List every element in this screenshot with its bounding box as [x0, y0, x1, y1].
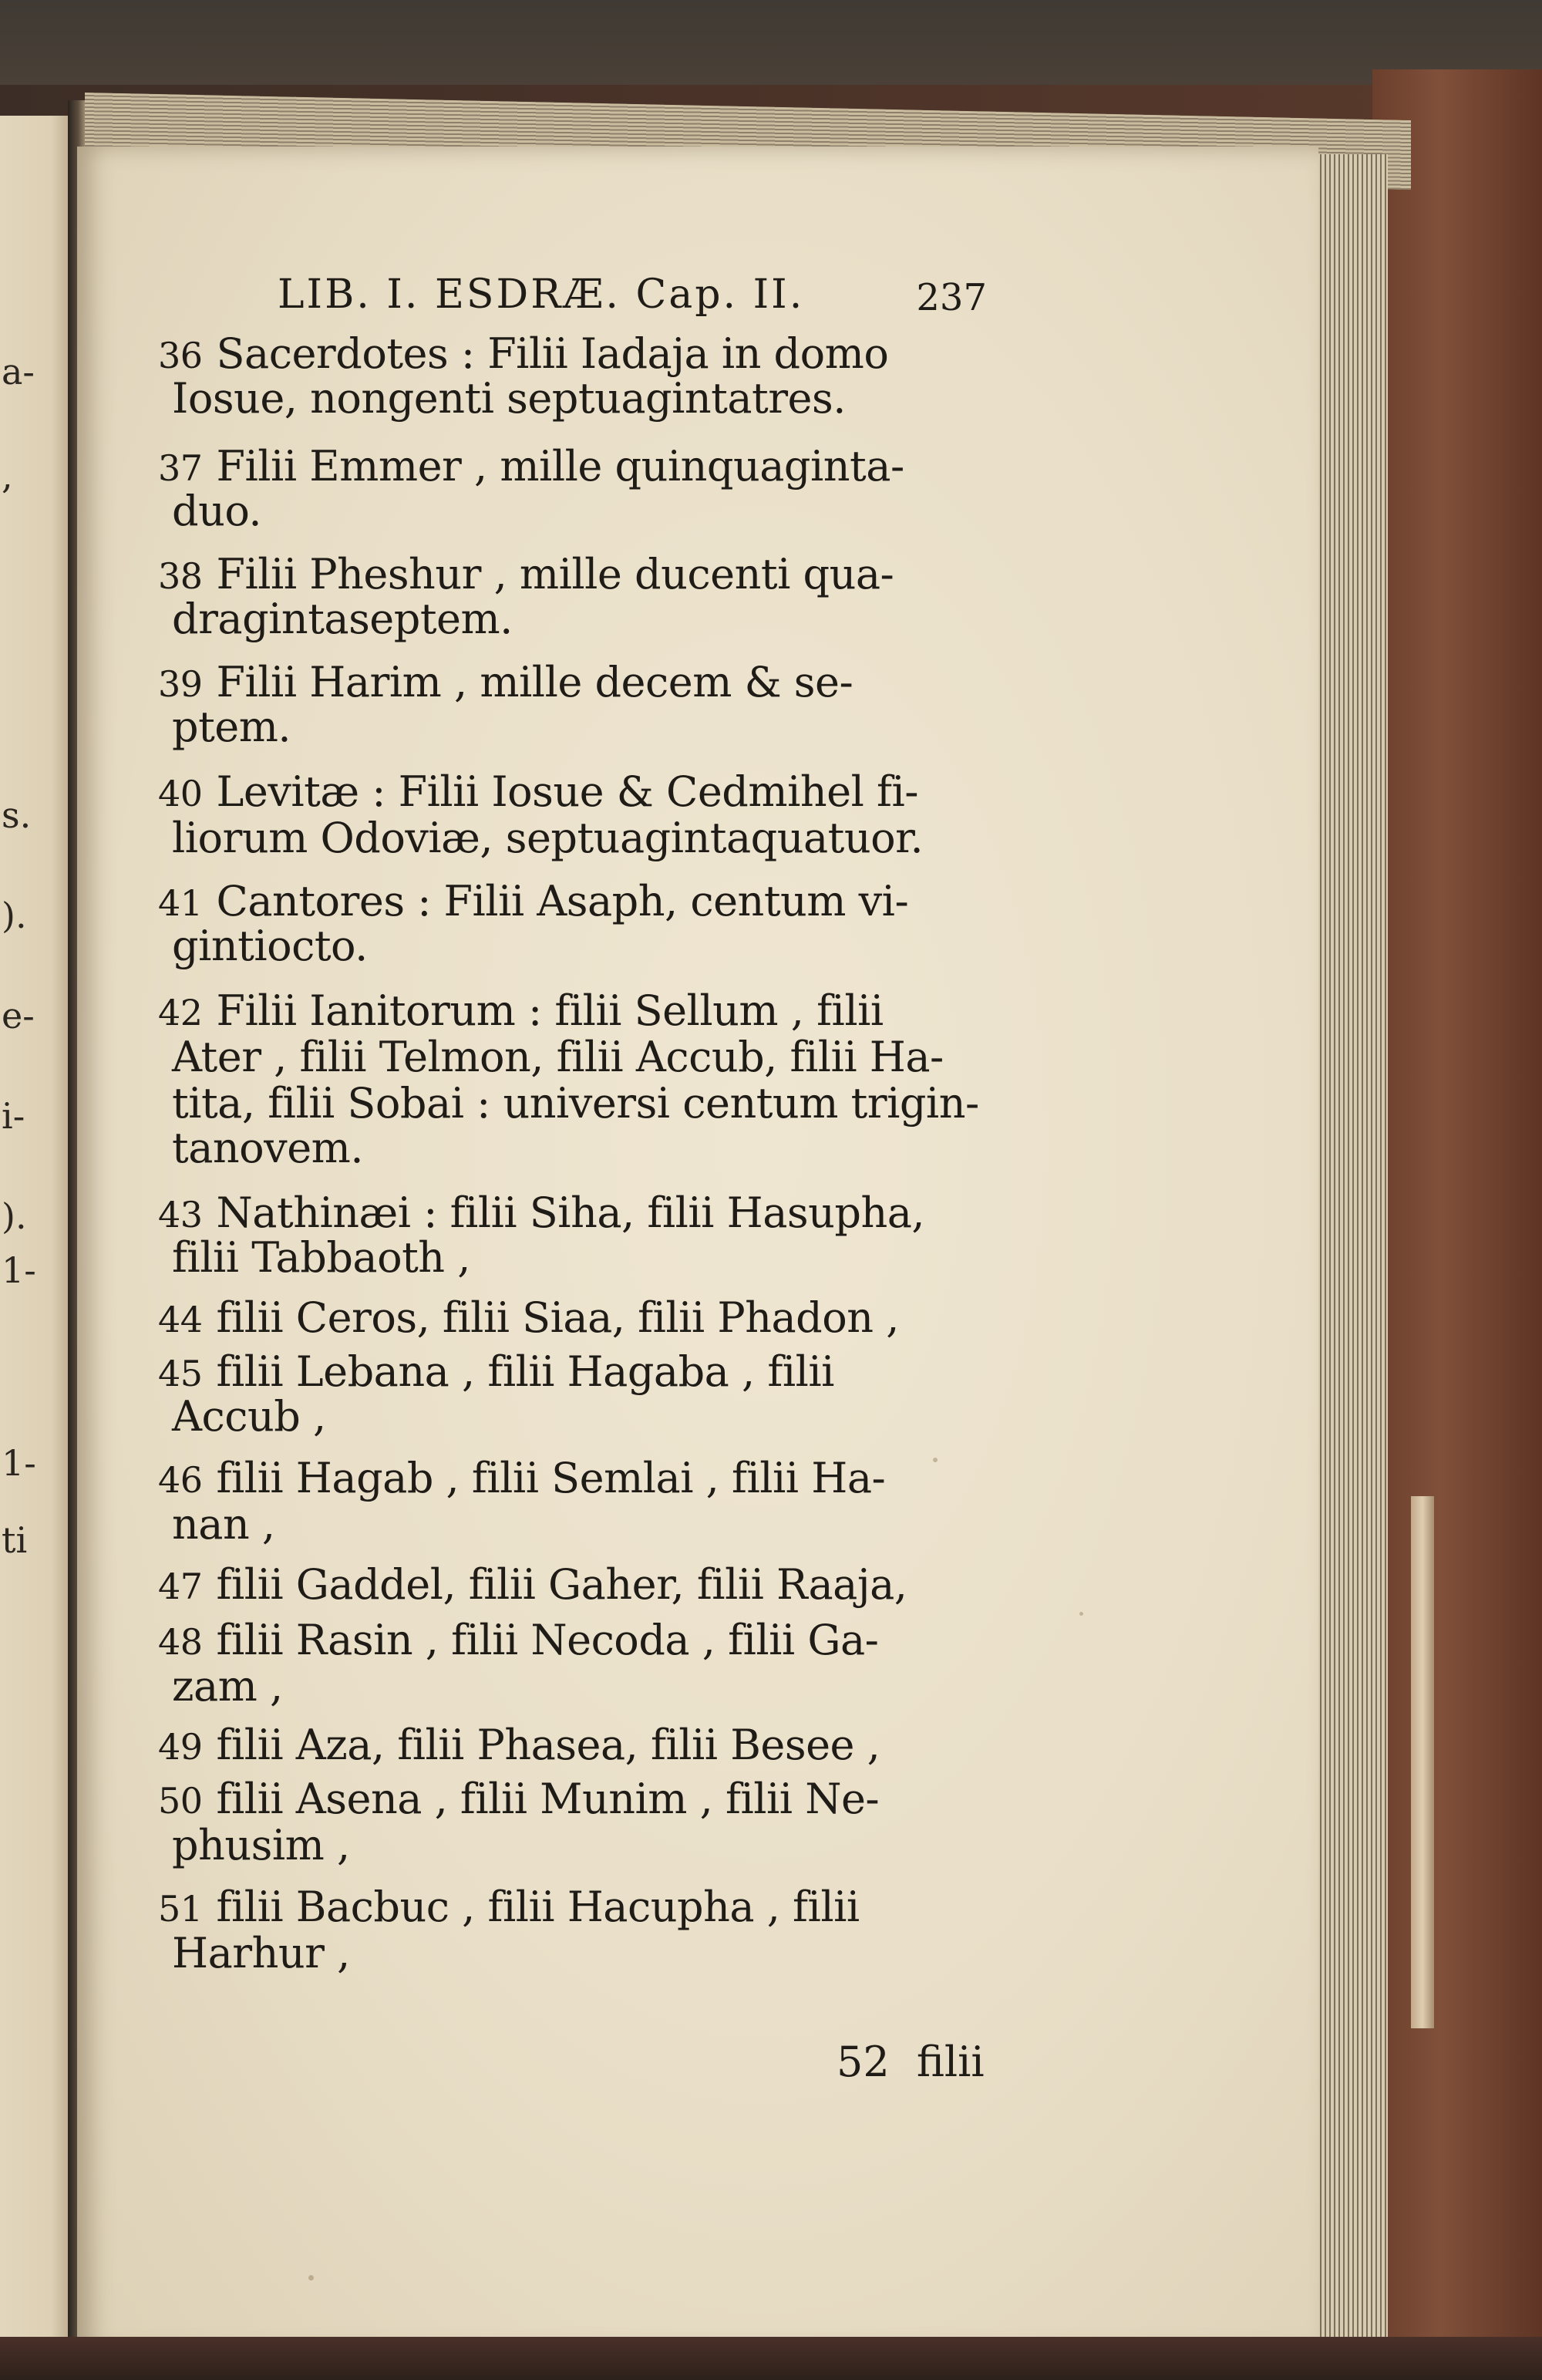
text-line: [158, 595, 513, 644]
text-line: [158, 922, 368, 971]
left-page-fragment: 1-: [2, 1249, 36, 1291]
line-text: nan ,: [172, 1500, 275, 1549]
text-line: [158, 1293, 899, 1343]
verse-number: 47: [158, 1566, 203, 1607]
left-page-fragment: ).: [2, 1195, 27, 1237]
paper-speck: [1079, 1612, 1083, 1616]
line-text: filii Tabbaoth ,: [172, 1233, 470, 1282]
text-line: [158, 1124, 363, 1173]
line-text: Sacerdotes : Filii Iadaja in domo: [216, 329, 889, 378]
left-page-fragment: a-: [2, 351, 35, 393]
text-line: [158, 1454, 885, 1503]
text-line: [158, 986, 884, 1036]
page-number: 237: [916, 276, 987, 319]
verse-number: 38: [158, 555, 203, 597]
text-line: [158, 487, 261, 536]
left-page-edge: [0, 116, 73, 2352]
verse-number: 51: [158, 1888, 203, 1930]
left-page-fragment: i-: [2, 1095, 25, 1137]
verse-number: 49: [158, 1726, 203, 1768]
verse-number: 43: [158, 1194, 203, 1236]
line-text: dragintaseptem.: [172, 595, 513, 643]
text-line: [158, 329, 888, 379]
line-text: Filii Emmer , mille quinquaginta-: [216, 442, 904, 490]
running-head: [278, 271, 987, 325]
verse-number: 45: [158, 1353, 203, 1394]
paper-speck: [308, 2275, 314, 2281]
text-line: [158, 1616, 878, 1665]
line-text: Filii Harim , mille decem & se-: [216, 658, 853, 706]
line-text: Ater , filii Telmon, filii Accub, filii Ha-: [172, 1033, 944, 1081]
text-line: [158, 1188, 924, 1238]
line-text: tita, filii Sobai : universi centum trigin-: [172, 1079, 979, 1128]
verse-number: 37: [158, 447, 203, 489]
catchword: 52 filii: [837, 2038, 985, 2086]
text-line: [158, 1033, 944, 1082]
line-text: Filii Pheshur , mille ducenti qua-: [216, 550, 894, 598]
left-page-fragment: ti: [2, 1519, 28, 1561]
line-text: liorum Odoviæ, septuagintaquatuor.: [172, 814, 924, 862]
line-text: ptem.: [172, 703, 291, 751]
text-line: [158, 1392, 326, 1441]
line-text: Cantores : Filii Asaph, centum vi-: [216, 877, 909, 925]
line-text: filii Aza, filii Phasea, filii Besee ,: [216, 1721, 880, 1769]
line-text: filii Asena , filii Munim , filii Ne-: [216, 1775, 880, 1823]
line-text: filii Bacbuc , filii Hacupha , filii: [216, 1883, 860, 1931]
verse-number: 41: [158, 882, 203, 924]
text-line: [158, 877, 908, 926]
book-cover-bottom: [0, 2337, 1542, 2380]
left-page-fragment: e-: [2, 995, 35, 1037]
verse-number: 42: [158, 992, 203, 1033]
text-line: [158, 1347, 834, 1397]
verse-number: 46: [158, 1459, 203, 1501]
verse-number: 39: [158, 663, 203, 705]
line-text: filii Rasin , filii Necoda , filii Ga-: [216, 1616, 879, 1664]
line-text: filii Lebana , filii Hagaba , filii: [216, 1347, 834, 1396]
left-page-fragment: ).: [2, 895, 27, 936]
left-page-fragment: s.: [2, 794, 32, 836]
line-text: filii Ceros, filii Siaa, filii Phadon ,: [216, 1293, 899, 1342]
text-line: [158, 1775, 879, 1824]
text-line: [158, 1079, 979, 1128]
book-cover-edge: [1372, 69, 1542, 2380]
line-text: Harhur ,: [172, 1929, 350, 1977]
text-line: [158, 703, 291, 752]
text-line: [158, 814, 923, 863]
text-line: [158, 374, 846, 423]
line-text: gintiocto.: [172, 922, 368, 970]
text-line: [158, 658, 853, 707]
line-text: Iosue, nongenti septuagintatres.: [172, 374, 846, 423]
text-line: [158, 1500, 275, 1549]
verse-number: 44: [158, 1299, 203, 1340]
left-page-fragment: ,: [2, 455, 13, 497]
line-text: Filii Ianitorum : filii Sellum , filii: [216, 986, 884, 1035]
text-line: [158, 1560, 907, 1610]
line-text: duo.: [172, 487, 262, 535]
text-line: [158, 1721, 880, 1770]
text-line: [158, 1821, 350, 1870]
line-text: Nathinæi : filii Siha, filii Hasupha,: [216, 1188, 925, 1237]
line-text: filii Hagab , filii Semlai , filii Ha-: [216, 1454, 886, 1502]
running-head-title: LIB. I. ESDRÆ. Cap. II.: [278, 271, 805, 318]
line-text: filii Gaddel, filii Gaher, filii Raaja,: [216, 1560, 907, 1609]
text-line: [158, 1929, 350, 1978]
line-text: phusim ,: [172, 1821, 350, 1869]
text-line: [158, 1883, 860, 1932]
left-page-fragment: 1-: [2, 1442, 36, 1484]
verse-number: 40: [158, 773, 203, 814]
text-line: [158, 1662, 283, 1711]
line-text: Levitæ : Filii Iosue & Cedmihel fi-: [216, 767, 919, 816]
text-line: [158, 550, 894, 599]
text-line: [158, 1233, 470, 1283]
verse-number: 36: [158, 335, 203, 376]
bookmark-ribbon: [1411, 1496, 1434, 2028]
text-line: [158, 442, 904, 491]
verse-number: 50: [158, 1780, 203, 1822]
paper-speck: [933, 1458, 938, 1462]
line-text: zam ,: [172, 1662, 283, 1711]
line-text: Accub ,: [172, 1392, 326, 1441]
verse-number: 48: [158, 1621, 203, 1663]
text-line: [158, 767, 918, 817]
background-table: [0, 0, 1542, 85]
line-text: tanovem.: [172, 1124, 364, 1172]
